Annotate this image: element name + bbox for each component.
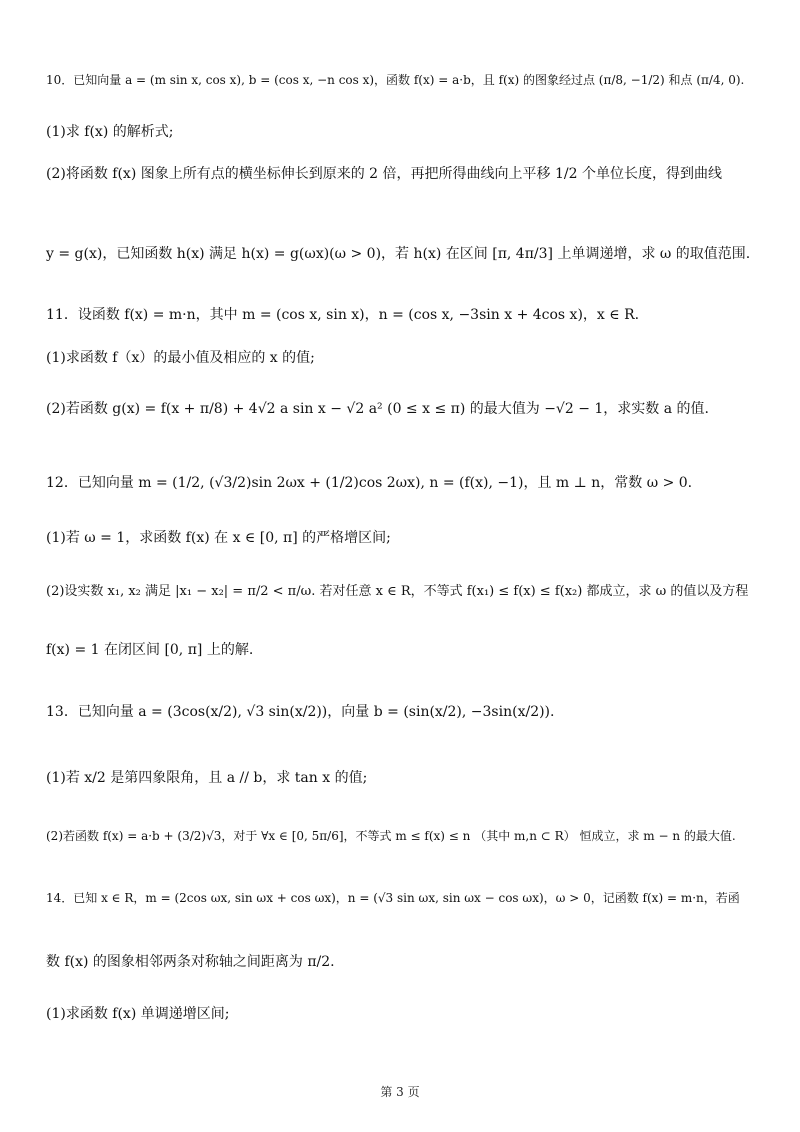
q11-part2: (2)若函数 g(x) = f(x + π/8) + 4√2 a sin x − √2 a² (0 ≤ x ≤ π) 的最大值为 −√2 − 1，求实数 a 的值. bbox=[46, 401, 709, 417]
q14-part1: (1)求函数 f(x) 单调递增区间; bbox=[46, 1006, 230, 1022]
q10-part2: (2)将函数 f(x) 图象上所有点的横坐标伸长到原来的 2 倍，再把所得曲线向上平移 1/2 个单位长度，得到曲线 bbox=[46, 166, 722, 182]
q14-stem-cont: 数 f(x) 的图象相邻两条对称轴之间距离为 π/2. bbox=[46, 954, 335, 970]
q12-part2: (2)设实数 x₁, x₂ 满足 |x₁ − x₂| = π/2 < π/ω. 若对任意 x ∈ R，不等式 f(x₁) ≤ f(x) ≤ f(x₂) 都成立，求 ω 的值以及方程 bbox=[46, 584, 749, 599]
page-number: 第 3 页 bbox=[380, 1085, 420, 1099]
q13-stem: 13．已知向量 a = (3cos(x/2), √3 sin(x/2))，向量 b = (sin(x/2), −3sin(x/2)). bbox=[46, 704, 555, 720]
q11-stem: 11．设函数 f(x) = m·n，其中 m = (cos x, sin x)，n = (cos x, −3sin x + 4cos x)，x ∈ R. bbox=[46, 307, 640, 323]
q10-part1: (1)求 f(x) 的解析式; bbox=[46, 124, 174, 140]
q13-part2: (2)若函数 f(x) = a·b + (3/2)√3，对于 ∀x ∈ [0, 5π/6]，不等式 m ≤ f(x) ≤ n （其中 m,n ⊂ R） 恒成立，求 m − n 的最大值. bbox=[46, 829, 736, 843]
q14-stem: 14．已知 x ∈ R，m = (2cos ωx, sin ωx + cos ωx)，n = (√3 sin ωx, sin ωx − cos ωx)，ω > 0，记函数 f(x) = m·n，若函 bbox=[46, 891, 740, 905]
q10-part2-cont: y = g(x)，已知函数 h(x) 满足 h(x) = g(ωx)(ω > 0)，若 h(x) 在区间 [π, 4π/3] 上单调递增，求 ω 的取值范围. bbox=[46, 246, 751, 262]
q12-stem: 12．已知向量 m = (1/2, (√3/2)sin 2ωx + (1/2)cos 2ωx), n = (f(x), −1)，且 m ⊥ n，常数 ω > 0. bbox=[46, 475, 693, 491]
q12-part2-cont: f(x) = 1 在闭区间 [0, π] 上的解. bbox=[46, 642, 254, 658]
q12-part1: (1)若 ω = 1，求函数 f(x) 在 x ∈ [0, π] 的严格增区间; bbox=[46, 530, 391, 546]
q11-part1: (1)求函数 f（x）的最小值及相应的 x 的值; bbox=[46, 350, 315, 366]
q10-stem: 10．已知向量 a = (m sin x, cos x), b = (cos x, −n cos x)，函数 f(x) = a·b，且 f(x) 的图象经过点 (π/8, −1/2) 和点 (π/4, 0). bbox=[46, 73, 745, 87]
q13-part1: (1)若 x/2 是第四象限角，且 a // b，求 tan x 的值; bbox=[46, 770, 368, 786]
